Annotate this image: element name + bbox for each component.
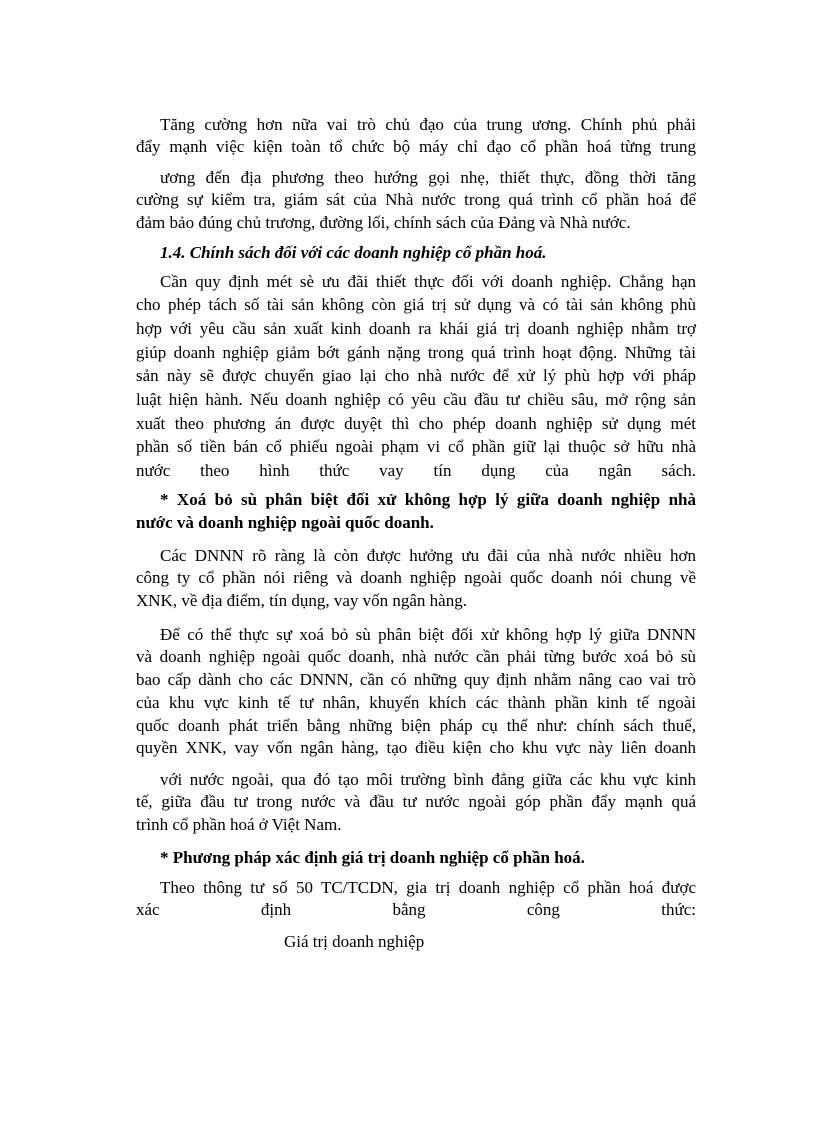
paragraph-line: luật hiện hành. Nếu doanh nghiệp có yêu cầu đầu tư chiều sâu, mở rộng sản	[136, 390, 696, 409]
paragraph-line: quyền XNK, vay vốn ngân hàng, tạo điều kiện cho khu vực này liên doanh	[136, 738, 696, 757]
subheading: nước và doanh nghiệp ngoài quốc doanh.	[136, 513, 434, 532]
paragraph-line: ương đến địa phương theo hướng gọi nhẹ, thiết thực, đồng thời tăng	[160, 168, 696, 187]
page-bottom-border	[0, 1114, 816, 1115]
paragraph-line: cường sự kiểm tra, giám sát của Nhà nước trong quá trình cổ phần hoá để	[136, 190, 696, 209]
paragraph-line: bao cấp dành cho các DNNN, cần có những quy định nhằm nâng cao vai trò	[136, 670, 696, 689]
paragraph-line: Để có thể thực sự xoá bỏ sù phân biệt đối xử không hợp lý giữa DNNN	[160, 625, 696, 644]
paragraph-line: tế, giữa đầu tư trong nước và đầu tư nước ngoài góp phần đẩy mạnh quá	[136, 792, 696, 811]
paragraph-line: giúp doanh nghiệp giảm bớt gánh nặng trong quá trình hoạt động. Những tài	[136, 343, 696, 362]
paragraph-line: công ty cổ phần nói riêng và doanh nghiệp ngoài quốc doanh nói chung về	[136, 568, 696, 587]
paragraph-line: nước theo hình thức vay tín dụng của ngân sách.	[136, 461, 696, 480]
formula-label: Giá trị doanh nghiệp	[284, 932, 425, 951]
paragraph-line: đảm bảo đúng chủ trương, đường lối, chính sách của Đảng và Nhà nước.	[136, 213, 631, 232]
paragraph-line: quốc doanh phát triển bằng những biện pháp cụ thể như: chính sách thuế,	[136, 716, 696, 735]
paragraph-line: Theo thông tư số 50 TC/TCDN, gia trị doanh nghiệp cổ phần hoá được	[160, 878, 696, 897]
paragraph-line: Các DNNN rõ ràng là còn được hưởng ưu đãi của nhà nước nhiều hơn	[160, 546, 696, 565]
paragraph-line: của khu vực kinh tế tư nhân, khuyến khích các thành phần kinh tế ngoài	[136, 693, 696, 712]
paragraph-line: xuất theo phương án được duyệt thì cho phép doanh nghiệp sử dụng mét	[136, 414, 696, 433]
paragraph-line: và doanh nghiệp ngoài quốc doanh, nhà nước cần phải từng bước xoá bỏ sù	[136, 647, 696, 666]
paragraph-line: trình cổ phần hoá ở Việt Nam.	[136, 815, 342, 834]
paragraph-line: phần số tiền bán cổ phiếu ngoài phạm vi cổ phần giữ lại thuộc sở hữu nhà	[136, 437, 696, 456]
section-heading: 1.4. Chính sách đối với các doanh nghiệp cổ phần hoá.	[160, 243, 547, 262]
paragraph-line: xác định bằng công thức:	[136, 900, 696, 919]
paragraph-line: đẩy mạnh việc kiện toàn tổ chức bộ máy chỉ đạo cổ phần hoá từng trung	[136, 137, 696, 156]
subheading: * Phương pháp xác định giá trị doanh nghiệp cổ phần hoá.	[160, 848, 585, 867]
paragraph-line: hợp với yêu cầu sản xuất kinh doanh ra khái giá trị doanh nghiệp nhằm trợ	[136, 319, 696, 338]
subheading: * Xoá bỏ sù phân biệt đối xử không hợp lý giữa doanh nghiệp nhà	[160, 490, 696, 509]
paragraph-line: Cần quy định mét sè ưu đãi thiết thực đối với doanh nghiệp. Chẳng hạn	[160, 272, 696, 291]
paragraph-line: Tăng cường hơn nữa vai trò chủ đạo của trung ương. Chính phủ phải	[160, 115, 696, 134]
paragraph-line: cho phép tách số tài sản không còn giá trị sử dụng và có tài sản không phù	[136, 295, 696, 314]
paragraph-line: với nước ngoài, qua đó tạo môi trường bình đẳng giữa các khu vực kinh	[160, 770, 696, 789]
paragraph-line: XNK, về địa điểm, tín dụng, vay vốn ngân hàng.	[136, 591, 467, 610]
paragraph-line: sản này sẽ được chuyển giao lại cho nhà nước để xử lý phù hợp với pháp	[136, 366, 696, 385]
